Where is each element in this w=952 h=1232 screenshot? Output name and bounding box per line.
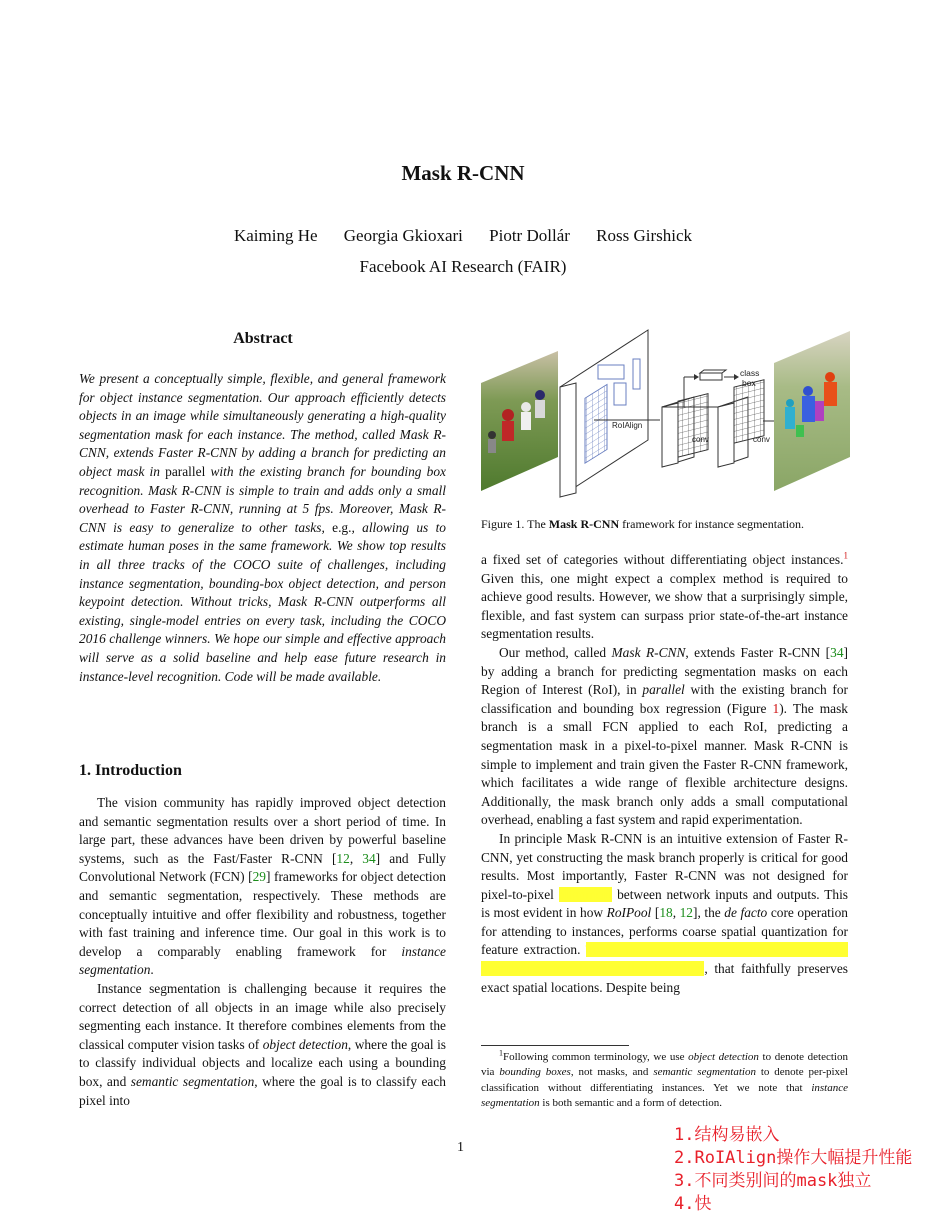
class-label: class bbox=[740, 368, 760, 378]
handwritten-annotation bbox=[674, 1124, 912, 1216]
citation-link[interactable]: 18 bbox=[659, 905, 673, 921]
highlighted-text: To fix the misalignment, we propose a simple, quantization-free layer, called RoIAlign bbox=[481, 942, 848, 977]
annotation-line: 2.RoIAlign操作大幅提升性能 bbox=[674, 1148, 913, 1168]
annotation-line: 3.不同类别间的mask独立 bbox=[674, 1171, 872, 1191]
citation-link[interactable]: 12 bbox=[679, 905, 693, 921]
paragraph: The vision community has rapidly improved object detection and semantic segmentation results over a short period of time. In large part, these advances have been driven by powerful baseline systems, such as the Fast/Faster R-CNN [12, 34] and Fully Convolutional Network (FCN) [29] frameworks for object detection and semantic segmentation, respectively. These methods are conceptually intuitive and offer flexibility and robustness, together with fast training and inference time. Our goal in this work is to develop a comparably enabling framework for instance segmentation. bbox=[79, 795, 447, 978]
citation-link[interactable]: 34 bbox=[362, 850, 376, 866]
conv-label: conv bbox=[692, 435, 709, 444]
author-name: Georgia Gkioxari bbox=[343, 226, 463, 245]
highlighted-text: alignment bbox=[558, 886, 613, 902]
section-heading-introduction: 1. Introduction bbox=[79, 762, 182, 779]
paragraph: Our method, called Mask R-CNN, extends Faster R-CNN [34] by adding a branch for predicting segmentation masks on each Region of Interest (RoI), in parallel with the existing branch for classification and bounding box regression (Figure 1). The mask branch is a small FCN applied to each RoI, predicting a segmentation mask in a pixel-to-pixel manner. Mask R-CNN is simple to implement and train given the Faster R-CNN framework, which facilitates a wide range of flexible architecture designs. Additionally, the mask branch only adds a small computational overhead, enabling a fast system and rapid experimentation. bbox=[481, 644, 848, 828]
abstract-body: We present a conceptually simple, flexible, and general framework for object instance segmentation. Our approach efficiently detects objects in an image while simultaneously generating a high-quality segmentation mask for each instance. The method, called Mask R-CNN, extends Faster R-CNN by adding a branch for predicting an object mask in parallel with the existing branch for bounding box recognition. Mask R-CNN is simple to train and adds only a small overhead to Faster R-CNN, running at 5 fps. Moreover, Mask R-CNN is easy to generalize to other tasks, e.g., allowing us to estimate human poses in the same framework. We show top results in all three tracks of the COCO suite of challenges, including instance segmentation, bounding-box object detection, and person keypoint detection. Without tricks, Mask R-CNN outperforms all existing, single-model entries on every task, including the COCO 2016 challenge winners. We hope our simple and effective approach will serve as a solid baseline and help ease future research in instance-level recognition. Code will be made available. bbox=[79, 371, 446, 684]
citation-link[interactable]: 12 bbox=[336, 850, 350, 866]
figure-caption: Figure 1. The Mask R-CNN framework for instance segmentation. bbox=[481, 517, 805, 531]
output-masked-image bbox=[774, 331, 850, 491]
citation-link[interactable]: 34 bbox=[830, 644, 844, 660]
backbone-feature-map bbox=[560, 330, 660, 497]
paper-title: Mask R-CNN bbox=[401, 161, 525, 185]
footnote-divider bbox=[481, 1045, 629, 1046]
paragraph: Instance segmentation is challenging because it requires the correct detection of all objects in an image while also precisely segmenting each instance. It therefore combines elements from the classical computer vision tasks of object detection, where the goal is to classify individual objects and localize each using a bounding box, and semantic segmentation, where the goal is to classify each pixel into bbox=[79, 980, 447, 1108]
figure-link[interactable]: 1 bbox=[772, 700, 780, 716]
annotation-line: 1.结构易嵌入 bbox=[674, 1125, 780, 1145]
conv-label: conv bbox=[753, 435, 770, 444]
footnote: $^1$Following common terminology, we use object detection to denote detection via bounding boxes, not masks, and semantic segmentation to denote per-pixel classification without differentiating instances. Yet we note that instance segmentation is both semantic and a form of detection. bbox=[481, 1048, 848, 1110]
right-column-body bbox=[481, 551, 848, 997]
affiliation: Facebook AI Research (FAIR) bbox=[359, 257, 567, 276]
annotation-line: 4.快 bbox=[674, 1194, 712, 1214]
mask-rcnn-framework-figure bbox=[478, 325, 850, 500]
footnote-link[interactable]: 1 bbox=[843, 550, 848, 561]
abstract-heading: Abstract bbox=[233, 330, 293, 347]
input-image bbox=[481, 351, 558, 491]
paragraph: In principle Mask R-CNN is an intuitive extension of Faster R-CNN, yet constructing the mask branch properly is critical for good results. Most importantly, Faster R-CNN was not designed for pixel-to-pixel alignment between network inputs and outputs. This is most evident in how RoIPool [18, 12], the de facto core operation for attending to instances, performs coarse spatial quantization for feature extraction. To fix the misalignment, we propose a simple, quantization-free layer, called RoIAlign, that faithfully preserves exact spatial locations. Despite being bbox=[481, 830, 849, 995]
mask-head-conv-2 bbox=[718, 380, 774, 467]
author-list bbox=[0, 226, 926, 246]
author-name: Kaiming He bbox=[233, 226, 318, 245]
page-number: 1 bbox=[457, 1140, 464, 1155]
author-name: Piotr Dollár bbox=[489, 226, 570, 245]
author-name: Ross Girshick bbox=[596, 226, 693, 245]
citation-link[interactable]: 29 bbox=[252, 869, 266, 885]
roialign-label: RoIAlign bbox=[612, 421, 643, 430]
paragraph: a fixed set of categories without differentiating object instances.$^1$ Given this, one might expect a complex method is required to achieve good results. However, we show that a surprisingly simple, flexible, and fast system can surpass prior state-of-the-art instance segmentation results. bbox=[481, 550, 848, 642]
introduction-body bbox=[79, 794, 446, 1110]
box-label: box bbox=[742, 378, 756, 388]
